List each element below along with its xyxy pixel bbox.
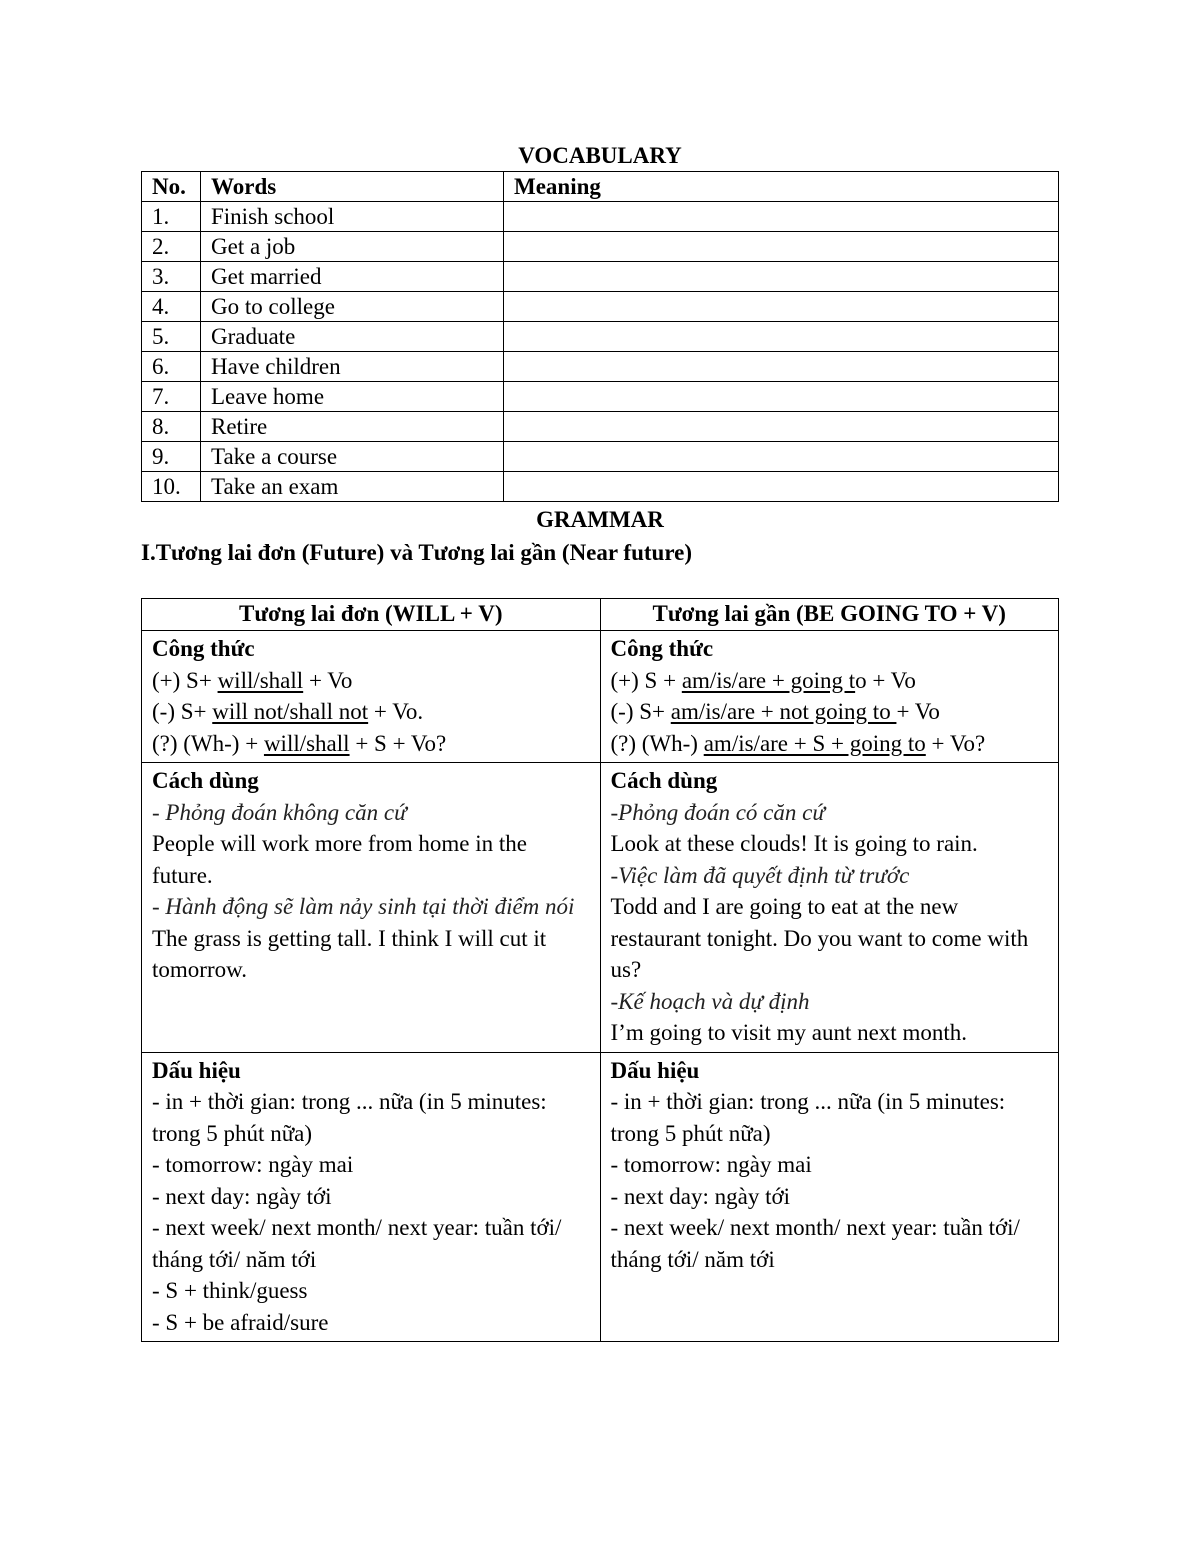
formula-negative [152,696,590,728]
formula-underlined: will not/shall not [212,699,369,724]
row-meaning [504,382,1059,412]
row-word: Go to college [201,292,504,322]
signals-row [142,1052,1059,1342]
formula-text: (-) S+ [152,699,213,724]
row-number: 2. [142,232,201,262]
usage-point: -Phỏng đoán có căn cứ [610,799,825,825]
usage-example-continued: tomorrow. [152,957,247,982]
table-row [142,472,1059,502]
signals-future-cell [142,1052,601,1342]
header-meaning: Meaning [504,172,1059,202]
signal-item: - S + think/guess [152,1278,308,1303]
signal-item: - tomorrow: ngày mai [152,1152,354,1177]
usage-label: Cách dùng [152,768,259,793]
vocabulary-title: VOCABULARY [518,143,682,168]
formula-underlined: am/is/are + not going to [670,699,897,724]
formula-label: Công thức [152,636,255,661]
row-number: 10. [142,472,201,502]
usage-example: Look at these clouds! It is going to rain. [610,831,978,856]
row-meaning [504,442,1059,472]
signal-item: - next week/ next month/ next year: tuần tới/ tháng tới/ năm tới [610,1215,1020,1272]
row-word: Get a job [201,232,504,262]
signal-item: - tomorrow: ngày mai [610,1152,812,1177]
vocabulary-header-row [142,172,1059,202]
formula-text: (-) S+ [610,699,671,724]
formula-underlined: am/is/are + going t [681,667,856,693]
grammar-title: GRAMMAR [536,507,664,532]
usage-point: - Hành động sẽ làm nảy sinh tại thời điểm nói [152,894,575,919]
usage-future-cell [142,763,601,1053]
formula-label: Công thức [610,636,714,661]
row-number: 9. [142,442,201,472]
signal-item: - next day: ngày tới [610,1183,791,1209]
signals-label: Dấu hiệu [152,1057,241,1083]
usage-example: I’m going to visit my aunt next month. [610,1020,967,1045]
table-row [142,412,1059,442]
formula-text: + Vo. [368,699,424,724]
header-words: Words [201,172,504,202]
formula-near-cell [600,631,1059,763]
row-word: Take a course [201,442,504,472]
formula-text: (+) S + [610,667,682,693]
header-future: Tương lai đơn (WILL + V) [142,599,601,631]
row-word: Have children [201,352,504,382]
table-row [142,262,1059,292]
formula-negative [611,696,1049,728]
formula-text: + Vo [896,699,940,724]
usage-example: People will work more from home in the future. [152,831,527,888]
vocabulary-table [141,171,1059,502]
row-meaning [504,472,1059,502]
grammar-header-row [142,599,1059,631]
formula-text: (+) S+ [152,667,218,693]
row-word: Finish school [201,202,504,232]
usage-point: -Kế hoạch và dự định [610,988,810,1014]
table-row [142,202,1059,232]
row-number: 7. [142,382,201,412]
row-meaning [504,352,1059,382]
formula-future-cell [142,631,601,763]
row-word: Leave home [201,382,504,412]
row-number: 5. [142,322,201,352]
signal-item: - next week/ next month/ next year: tuần tới/ tháng tới/ năm tới [152,1215,562,1272]
signals-near-cell [600,1052,1059,1342]
signal-item: - next day: ngày tới [152,1183,332,1209]
formula-row [142,631,1059,763]
row-number: 3. [142,262,201,292]
section-heading: I.Tương lai đơn (Future) và Tương lai gần (Near future) [141,540,692,565]
usage-row [142,763,1059,1053]
row-word: Graduate [201,322,504,352]
table-row [142,232,1059,262]
table-row [142,292,1059,322]
formula-text: (?) (Wh-) + [152,730,264,756]
table-row [142,442,1059,472]
formula-text: + Vo? [925,730,986,756]
row-number: 8. [142,412,201,442]
formula-text: + Vo [303,667,353,693]
usage-point: -Việc làm đã quyết định từ trước [610,862,910,888]
formula-positive [611,665,1049,697]
formula-text: o + Vo [855,667,916,693]
row-number: 1. [142,202,201,232]
signal-item: - in + thời gian: trong ... nữa (in 5 minutes: trong 5 phút nữa) [610,1089,1006,1146]
usage-example: Todd and I are going to eat at the new restaurant tonight. Do you want to come with us? [610,894,1029,982]
formula-underlined: am/is/are + S + going to [703,730,926,756]
usage-near-cell [600,763,1059,1053]
table-row [142,322,1059,352]
formula-question [611,728,1049,760]
header-near-future: Tương lai gần (BE GOING TO + V) [600,599,1059,631]
row-meaning [504,202,1059,232]
grammar-table [141,598,1059,1342]
header-no: No. [142,172,201,202]
row-meaning [504,292,1059,322]
row-meaning [504,412,1059,442]
row-number: 4. [142,292,201,322]
signal-item: - S + be afraid/sure [152,1309,329,1335]
row-meaning [504,322,1059,352]
usage-point: - Phỏng đoán không căn cứ [152,799,407,825]
formula-positive [152,665,590,697]
formula-underlined: will/shall [263,730,350,756]
table-row [142,352,1059,382]
signal-item: - in + thời gian: trong ... nữa (in 5 minutes: trong 5 phút nữa) [152,1089,547,1146]
formula-text: (?) (Wh-) [610,730,704,756]
signals-label: Dấu hiệu [610,1057,700,1083]
usage-example: The grass is getting tall. I think I will cut it [152,925,547,951]
row-word: Take an exam [201,472,504,502]
row-word: Retire [201,412,504,442]
row-meaning [504,232,1059,262]
row-meaning [504,262,1059,292]
formula-text: + S + Vo? [349,730,447,756]
row-number: 6. [142,352,201,382]
formula-question [152,728,590,760]
formula-underlined: will/shall [217,667,304,693]
table-row [142,382,1059,412]
usage-label: Cách dùng [610,768,718,793]
row-word: Get married [201,262,504,292]
